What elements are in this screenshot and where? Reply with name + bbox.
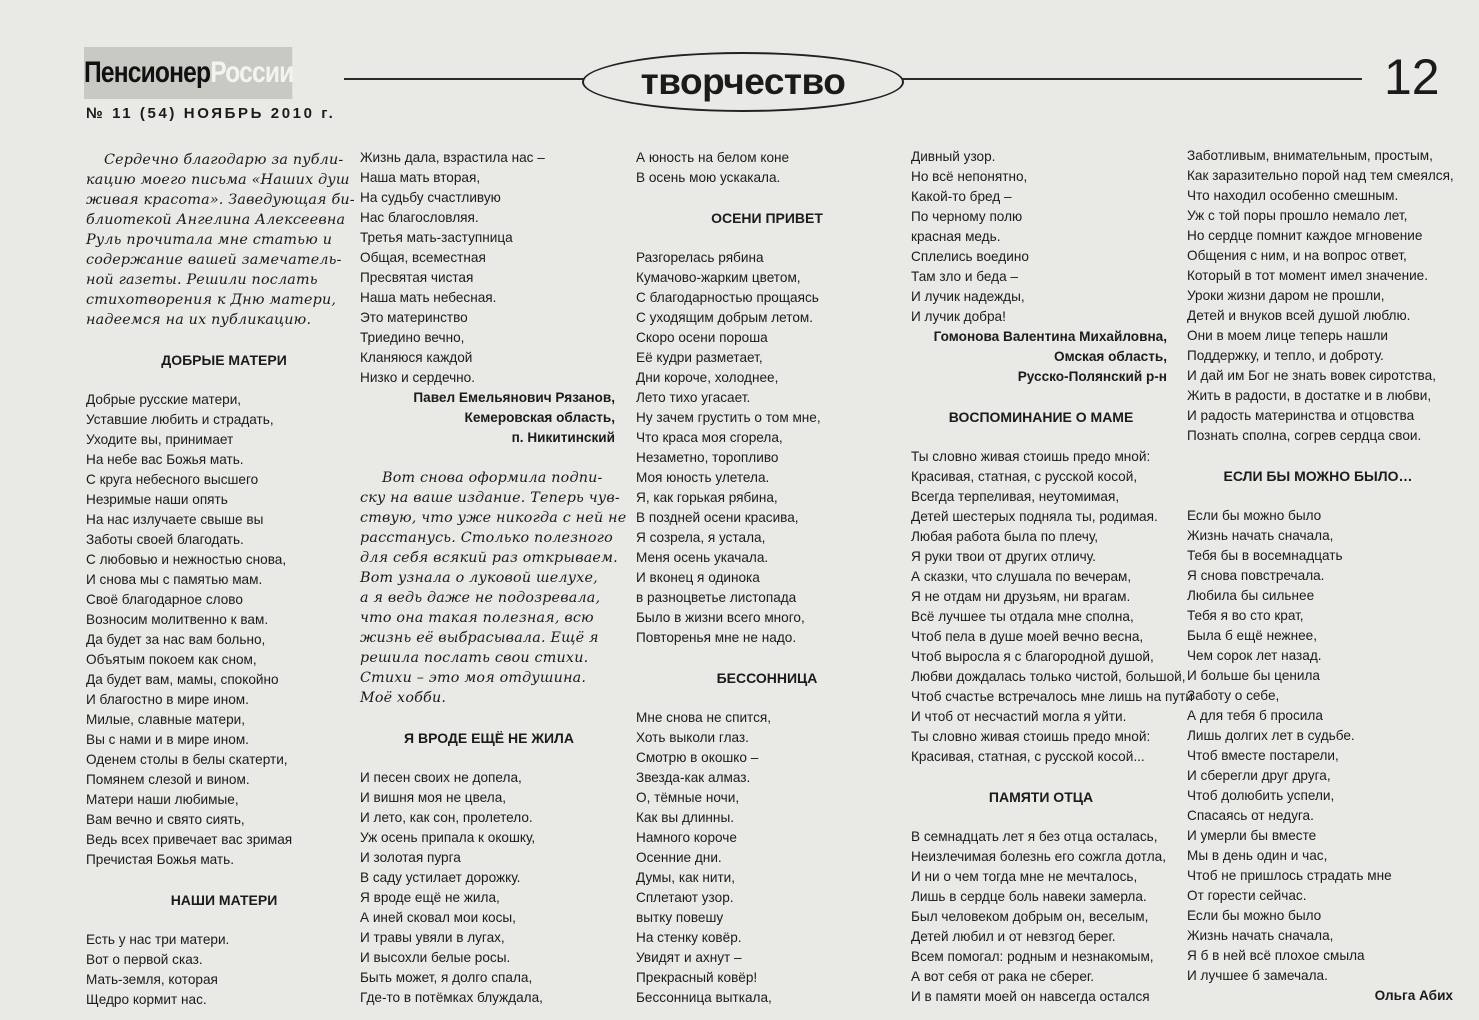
- poem-line: Где-то в потёмках блуждала,: [360, 990, 543, 1005]
- poem-line: Любви дождалась только чистой, большой,: [911, 669, 1186, 684]
- poem-body: [86, 390, 342, 870]
- text-line: блиотекой Ангелина Алексеевна: [86, 212, 346, 228]
- poem-line: Третья мать-заступница: [360, 230, 513, 245]
- poem-line: И лучшее б замечала.: [1187, 968, 1328, 983]
- poem-line: И вишня моя не цвела,: [360, 790, 507, 805]
- poem-line: И высохли белые росы.: [360, 950, 511, 965]
- poem-line: Мне снова не спится,: [636, 710, 772, 725]
- poem-line: Незаметно, торопливо: [636, 450, 779, 465]
- poem-body: [911, 827, 1171, 1007]
- text-line: Вот снова оформила подпи-: [382, 470, 603, 486]
- poem-line: Лето тихо угасает.: [636, 390, 751, 405]
- poem-line: Что краса моя сгорела,: [636, 430, 783, 445]
- poem-line: И лето, как сон, пролетело.: [360, 810, 533, 825]
- poem-title: ОСЕНИ ПРИВЕТ: [711, 210, 823, 226]
- poem-line: Детей шестерых подняла ты, родимая.: [911, 509, 1158, 524]
- poem-line: Я руки твои от других отличу.: [911, 549, 1096, 564]
- poem-title: ЕСЛИ БЫ МОЖНО БЫЛО…: [1223, 468, 1413, 484]
- poem-line: Щедро кормит нас.: [86, 992, 207, 1007]
- poem-line: И в памяти моей он навсегда остался: [911, 989, 1150, 1004]
- poem-line: Я созрела, я устала,: [636, 530, 766, 545]
- poem-line: Спасаясь от недуга.: [1187, 808, 1314, 823]
- text-line: кацию моего письма «Наших душ: [86, 172, 350, 188]
- poem-line: На небе вас Божья мать.: [86, 452, 244, 467]
- poem-line: Вы с нами и в мире ином.: [86, 732, 249, 747]
- text-line: решила послать свои стихи.: [360, 650, 589, 666]
- poem-line: Как заразительно порой над тем смеялся,: [1187, 168, 1454, 183]
- column-4: [911, 147, 1193, 1007]
- column-3: [636, 148, 898, 1008]
- poem-line: Детей любил и от невзгод берег.: [911, 929, 1116, 944]
- poem-line: Всё лучшее ты отдала мне сполна,: [911, 609, 1134, 624]
- poem-line: А для тебя б просила: [1187, 708, 1323, 723]
- poem-line: Чтоб не пришлось страдать мне: [1187, 868, 1392, 883]
- poem-line: Пресвятая чистая: [360, 270, 474, 285]
- text-line: расстанусь. Столько полезного: [360, 530, 613, 546]
- author-signature: [360, 388, 618, 448]
- poem-line: Чтоб долюбить успели,: [1187, 788, 1335, 803]
- poem-line: Наша мать вторая,: [360, 170, 481, 185]
- poem-line: Как вы длинны.: [636, 810, 734, 825]
- poem-line: Есть у нас три матери.: [86, 932, 230, 947]
- poem-line: Я снова повстречала.: [1187, 568, 1325, 583]
- poem-line: А вот себя от рака не сберег.: [911, 969, 1095, 984]
- poem-line: Красивая, статная, с русской косой...: [911, 749, 1145, 764]
- poem-line: Хоть выколи глаз.: [636, 730, 749, 745]
- poem-line: Общения с ним, и на вопрос ответ,: [1187, 248, 1407, 263]
- poem-line: Уходите вы, принимает: [86, 432, 234, 447]
- poem-line: Вот о первой сказ.: [86, 952, 203, 967]
- poem-body: [636, 148, 898, 188]
- logo-part-1: Пенсионер: [84, 56, 211, 89]
- poem-line: А сказки, что слушала по вечерам,: [911, 569, 1132, 584]
- poem-line: Триедино вечно,: [360, 330, 465, 345]
- poem-line: Жизнь начать сначала,: [1187, 528, 1334, 543]
- poem-line: Ну зачем грустить о том мне,: [636, 410, 821, 425]
- poem-line: Что находил особенно смешным.: [1187, 188, 1399, 203]
- poem-line: На судьбу счастливую: [360, 190, 501, 205]
- poem-line: Лишь долгих лет в судьбе.: [1187, 728, 1355, 743]
- text-line: ску на ваше издание. Теперь чув-: [360, 490, 620, 506]
- poem-line: Жить в радости, в достатке и в любви,: [1187, 388, 1432, 403]
- poem-line: Ты словно живая стоишь предо мной:: [911, 729, 1151, 744]
- poem-body: [911, 447, 1193, 767]
- poem-line: Меня осень укачала.: [636, 550, 769, 565]
- text-line: ной газеты. Решили послать: [86, 272, 318, 288]
- poem-line: Сплетают узор.: [636, 890, 734, 905]
- poem-line: Там зло и беда –: [911, 269, 1018, 284]
- poem-line: И благостно в мире ином.: [86, 692, 249, 707]
- poem-line: И вконец я одинока: [636, 570, 760, 585]
- poem-line: Пречистая Божья мать.: [86, 852, 235, 867]
- poem-line: Сплелись воедино: [911, 249, 1029, 264]
- poem-line: Заботы своей благодать.: [86, 532, 244, 547]
- poem-line: Я б в ней всё плохое смыла: [1187, 948, 1365, 963]
- poem-body: [360, 768, 618, 1008]
- poem-line: Ведь всех привечает вас зримая: [86, 832, 293, 847]
- poem-line: Намного короче: [636, 830, 737, 845]
- poem-line: С круга небесного высшего: [86, 472, 259, 487]
- poem-line: Уж осень припала к окошку,: [360, 830, 536, 845]
- poem-line: И умерли бы вместе: [1187, 828, 1317, 843]
- text-line: Стихи – это моя отдушина.: [360, 670, 587, 686]
- poem-line: Детей и внуков всей душой люблю.: [1187, 308, 1411, 323]
- poem-line: Увидят и ахнут –: [636, 950, 742, 965]
- poem-title: НАШИ МАТЕРИ: [170, 892, 278, 908]
- page-number: 12: [1384, 49, 1440, 105]
- poem-line: Оденем столы в белы скатерти,: [86, 752, 288, 767]
- poem-line: Чтоб выросла я с благородной душой,: [911, 649, 1154, 664]
- poem-title: ВОСПОМИНАНИЕ О МАМЕ: [948, 409, 1134, 425]
- poem-line: Я вроде ещё не жила,: [360, 890, 500, 905]
- poem-line: Заботливым, внимательным, простым,: [1187, 148, 1433, 163]
- poem-body: [1187, 146, 1454, 446]
- text-line: надеемся на их публикацию.: [86, 312, 312, 328]
- poem-line: И песен своих не допела,: [360, 770, 522, 785]
- poem-line: Прекрасный ковёр!: [636, 970, 758, 985]
- poem-body: [911, 147, 1171, 327]
- poem-line: И сберегли друг друга,: [1187, 768, 1331, 783]
- poem-line: Нас благословляя.: [360, 210, 479, 225]
- poem-line: Тебя бы в восемнадцать: [1187, 548, 1343, 563]
- poem-line: Мы в день один и час,: [1187, 848, 1328, 863]
- poem-line: И больше бы ценила: [1187, 668, 1320, 683]
- poem-line: В семнадцать лет я без отца осталась,: [911, 829, 1158, 844]
- author-signature: Ольга Абих: [1374, 988, 1453, 1003]
- column-1: [86, 150, 355, 1010]
- poem-line: Это материнство: [360, 310, 468, 325]
- poem-line: Который в тот момент имел значение.: [1187, 268, 1429, 283]
- poem-line: Я, как горькая рябина,: [636, 490, 778, 505]
- poem-line: В поздней осени красива,: [636, 510, 799, 525]
- poem-line: Чтоб счастье встречалось мне лишь на пути: [911, 689, 1193, 704]
- poem-title: БЕССОННИЦА: [716, 670, 818, 686]
- poem-line: Они в моем лице теперь нашли: [1187, 328, 1389, 343]
- poem-line: С уходящим добрым летом.: [636, 310, 814, 325]
- poem-line: Кланяюся каждой: [360, 350, 473, 365]
- column-2: [360, 148, 627, 1008]
- poem-line: Ты словно живая стоишь предо мной:: [911, 449, 1151, 464]
- poem-title: ПАМЯТИ ОТЦА: [988, 789, 1094, 805]
- poem-line: Наша мать небесная.: [360, 290, 497, 305]
- poem-line: Жизнь начать сначала,: [1187, 928, 1334, 943]
- text-line: Моё хобби.: [360, 690, 447, 706]
- poem-line: красная медь.: [911, 229, 1001, 244]
- poem-line: А иней сковал мои косы,: [360, 910, 516, 925]
- poem-line: Лишь в сердце боль навеки замерла.: [911, 889, 1147, 904]
- poem-line: И лучик надежды,: [911, 289, 1025, 304]
- poem-line: Уж с той поры прошло немало лет,: [1187, 208, 1408, 223]
- poem-line: Уроки жизни даром не прошли,: [1187, 288, 1385, 303]
- poem-line: Неизлечимая болезнь его сожгла дотла,: [911, 849, 1166, 864]
- text-line: для себя всякий раз открываем.: [360, 550, 618, 566]
- poem-line: Помянем слезой и вином.: [86, 772, 250, 787]
- poem-line: Был человеком добрым он, веселым,: [911, 909, 1149, 924]
- text-line: ствую, что уже никогда с ней не: [360, 510, 627, 526]
- poem-line: От горести сейчас.: [1187, 888, 1307, 903]
- poem-line: Мать-земля, которая: [86, 972, 218, 987]
- poem-line: Любая работа была по плечу,: [911, 529, 1099, 544]
- poem-line: Скоро осени пороша: [636, 330, 768, 345]
- poem-title: ДОБРЫЕ МАТЕРИ: [161, 352, 287, 368]
- poem-line: Думы, как нити,: [636, 870, 736, 885]
- intro-letter-1-body: [86, 170, 355, 330]
- poem-line: О, тёмные ночи,: [636, 790, 740, 805]
- logo-part-2: России: [210, 56, 294, 89]
- poem-line: вытку повешу: [636, 910, 724, 925]
- text-line: стихотворения к Дню матери,: [86, 292, 337, 308]
- poem-line: Матери наши любимые,: [86, 792, 239, 807]
- poem-line: Своё благодарное слово: [86, 592, 243, 607]
- poem-line: И травы увяли в лугах,: [360, 930, 505, 945]
- poem-line: На стенку ковёр.: [636, 930, 742, 945]
- author-signature: [911, 327, 1171, 387]
- poem-line: Её кудри разметает,: [636, 350, 763, 365]
- poem-line: Моя юность улетела.: [636, 470, 770, 485]
- poem-line: Но сердце помнит каждое мгновение: [1187, 228, 1423, 243]
- poem-line: Любила бы сильнее: [1187, 588, 1315, 603]
- poem-line: И чтоб от несчастий могла я уйти.: [911, 709, 1127, 724]
- poem-line: Милые, славные матери,: [86, 712, 246, 727]
- author-line: Павел Емельянович Рязанов,: [413, 390, 615, 405]
- poem-line: Добрые русские матери,: [86, 392, 242, 407]
- poem-line: Незримые наши опять: [86, 492, 228, 507]
- poem-line: Да будет за нас вам больно,: [86, 632, 266, 647]
- author-line: Кемеровская область,: [464, 410, 615, 425]
- poem-line: Дни короче, холоднее,: [636, 370, 779, 385]
- poem-line: Общая, всеместная: [360, 250, 486, 265]
- author-line: Омская область,: [1054, 349, 1167, 364]
- column-5: [1187, 146, 1454, 1006]
- poem-title: Я ВРОДЕ ЕЩЁ НЕ ЖИЛА: [404, 730, 574, 746]
- poem-line: В саду устилает дорожку.: [360, 870, 521, 885]
- intro-letter-1: [86, 150, 342, 170]
- poem-line: Чтоб пела в душе моей вечно весна,: [911, 629, 1144, 644]
- text-line: жизнь её выбрасывала. Ещё я: [360, 630, 599, 646]
- author-line: Гомонова Валентина Михайловна,: [933, 329, 1167, 344]
- poem-line: Было в жизни всего много,: [636, 610, 805, 625]
- poem-line: И дай им Бог не знать вовек сиротства,: [1187, 368, 1436, 383]
- poem-line: Кумачово-жарким цветом,: [636, 270, 801, 285]
- text-line: что она такая полезная, всю: [360, 610, 594, 626]
- poem-line: На нас излучаете свыше вы: [86, 512, 264, 527]
- section-title: творчество: [582, 52, 904, 112]
- poem-line: Возносим молитвенно к вам.: [86, 612, 269, 627]
- poem-line: И золотая пурга: [360, 850, 461, 865]
- poem-line: в разноцветье листопада: [636, 590, 797, 605]
- poem-line: Жизнь дала, взрастила нас –: [360, 150, 545, 165]
- poem-line: С любовью и нежностью снова,: [86, 552, 287, 567]
- poem-line: Низко и сердечно.: [360, 370, 476, 385]
- poem-line: Если бы можно было: [1187, 508, 1322, 523]
- poem-line: И ни о чем тогда мне не мечталось,: [911, 869, 1138, 884]
- text-line: содержание вашей замечатель-: [86, 252, 342, 268]
- poem-line: Какой-то бред –: [911, 189, 1012, 204]
- poem-line: Разгорелась рябина: [636, 250, 764, 265]
- poem-line: Чем сорок лет назад.: [1187, 648, 1322, 663]
- poem-line: Я не отдам ни друзьям, ни врагам.: [911, 589, 1131, 604]
- author-line: п. Никитинский: [511, 430, 615, 445]
- poem-body: [636, 248, 898, 648]
- poem-line: Если бы можно было: [1187, 908, 1322, 923]
- text-line: живая красота». Заведующая би-: [86, 192, 355, 208]
- text-line: Руль прочитала мне статью и: [86, 232, 333, 248]
- poem-line: И снова мы с памятью мам.: [86, 572, 263, 587]
- newspaper-logo: [84, 47, 292, 99]
- poem-line: А юность на белом коне: [636, 150, 790, 165]
- poem-line: С благодарностью прощаясь: [636, 290, 819, 305]
- poem-line: Всегда терпеливая, неутомимая,: [911, 489, 1120, 504]
- poem-line: Вам вечно и свято сиять,: [86, 812, 245, 827]
- poem-body: [86, 930, 342, 1010]
- poem-line: Чтоб вместе постарели,: [1187, 748, 1339, 763]
- poem-line: Уставшие любить и страдать,: [86, 412, 274, 427]
- poem-body: [1187, 506, 1449, 986]
- poem-line: Повторенья мне не надо.: [636, 630, 797, 645]
- poem-line: Быть может, я долго спала,: [360, 970, 533, 985]
- poem-line: Но всё непонятно,: [911, 169, 1028, 184]
- poem-line: Красивая, статная, с русской косой,: [911, 469, 1138, 484]
- poem-line: Познать сполна, согрев сердца свои.: [1187, 428, 1422, 443]
- text-line: Вот узнала о луковой шелухе,: [360, 570, 598, 586]
- poem-line: И лучик добра!: [911, 309, 1006, 324]
- poem-body: [360, 148, 618, 388]
- intro-letter-2: [360, 468, 627, 708]
- poem-line: Смотрю в окошко –: [636, 750, 759, 765]
- author-line: Русско-Полянский р-н: [1017, 369, 1167, 384]
- issue-line: № 11 (54) НОЯБРЬ 2010 г.: [86, 105, 336, 122]
- poem-line: Да будет вам, мамы, спокойно: [86, 672, 279, 687]
- poem-line: Объятым покоем как сном,: [86, 652, 257, 667]
- poem-line: По черному полю: [911, 209, 1023, 224]
- poem-body: [636, 708, 898, 1008]
- poem-line: В осень мою ускакала.: [636, 170, 781, 185]
- text-line: а я ведь даже не подозревала,: [360, 590, 601, 606]
- poem-line: И радость материнства и отцовства: [1187, 408, 1415, 423]
- poem-line: Осенние дни.: [636, 850, 722, 865]
- poem-line: Тебя я во сто крат,: [1187, 608, 1304, 623]
- poem-line: Всем помогал: родным и незнакомым,: [911, 949, 1154, 964]
- poem-line: Звезда-как алмаз.: [636, 770, 751, 785]
- poem-line: Поддержку, и тепло, и доброту.: [1187, 348, 1384, 363]
- poem-line: Дивный узор.: [911, 149, 996, 164]
- poem-line: Заботу о себе,: [1187, 688, 1280, 703]
- text-line: Сердечно благодарю за публи-: [104, 152, 344, 168]
- poem-line: Бессонница выткала,: [636, 990, 772, 1005]
- poem-line: Была б ещё нежнее,: [1187, 628, 1318, 643]
